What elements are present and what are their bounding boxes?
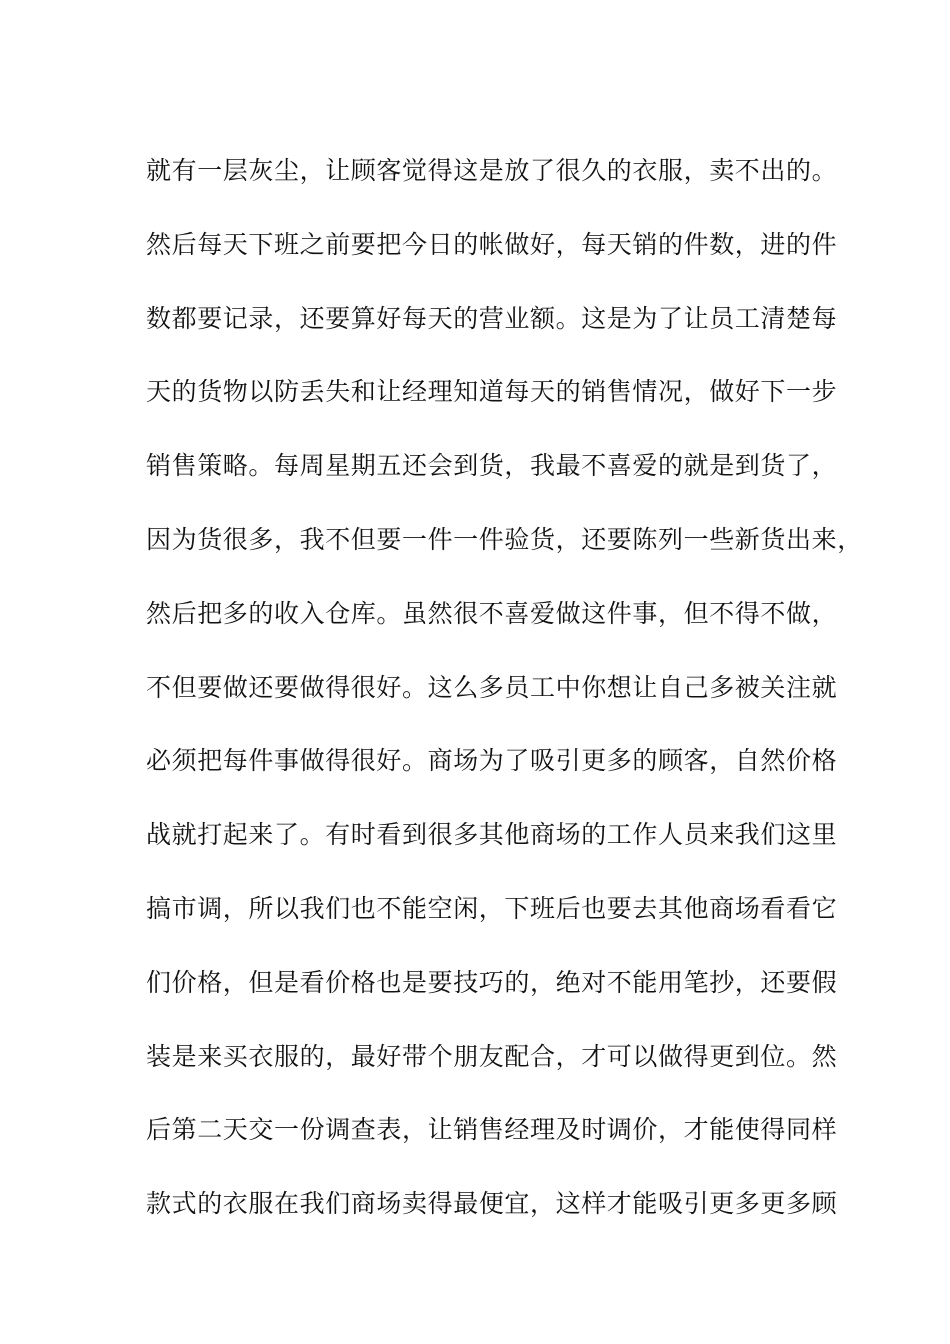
text-line: 们价格，但是看价格也是要技巧的，绝对不能用笔抄，还要假 [146, 967, 838, 997]
text-line: 然后每天下班之前要把今日的帐做好，每天销的件数，进的件 [146, 229, 838, 259]
text-line: 天的货物以防丢失和让经理知道每天的销售情况，做好下一步 [146, 377, 838, 407]
body-text [146, 134, 863, 1241]
text-line: 装是来买衣服的，最好带个朋友配合，才可以做得更到位。然 [146, 1041, 838, 1071]
text-line: 款式的衣服在我们商场卖得最便宜，这样才能吸引更多更多顾 [146, 1189, 838, 1219]
text-line: 不但要做还要做得很好。这么多员工中你想让自己多被关注就 [146, 672, 838, 702]
text-line: 搞市调，所以我们也不能空闲，下班后也要去其他商场看看它 [146, 893, 838, 923]
text-line: 因为货很多，我不但要一件一件验货，还要陈列一些新货出来， [146, 524, 863, 554]
text-line: 然后把多的收入仓库。虽然很不喜爱做这件事，但不得不做， [146, 598, 838, 628]
text-line: 销售策略。每周星期五还会到货，我最不喜爱的就是到货了， [146, 451, 838, 481]
text-line: 战就打起来了。有时看到很多其他商场的工作人员来我们这里 [146, 820, 838, 850]
text-line: 就有一层灰尘，让顾客觉得这是放了很久的衣服，卖不出的。 [146, 156, 838, 185]
text-line: 数都要记录，还要算好每天的营业额。这是为了让员工清楚每 [146, 303, 838, 333]
text-line: 必须把每件事做得很好。商场为了吸引更多的顾客，自然价格 [146, 746, 838, 776]
text-line: 后第二天交一份调查表，让销售经理及时调价，才能使得同样 [146, 1115, 838, 1145]
